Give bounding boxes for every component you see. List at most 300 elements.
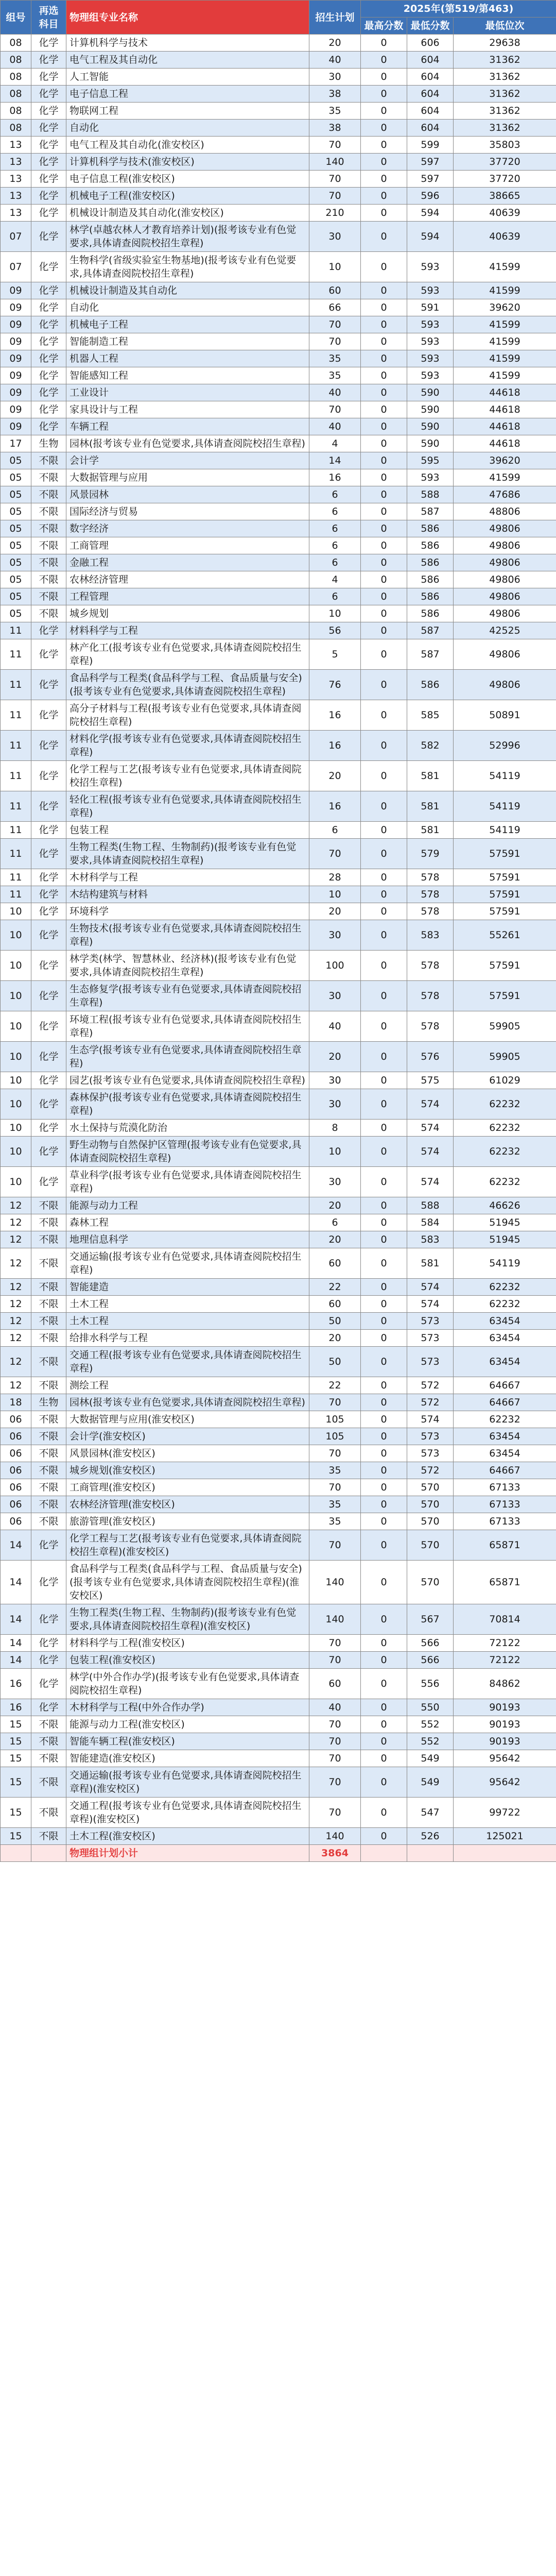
- cell-min-score: 588: [407, 1197, 454, 1214]
- table-row: [1, 120, 556, 137]
- cell-group: 11: [1, 839, 31, 869]
- table-row: [1, 1072, 556, 1089]
- cell-min-rank: 59905: [454, 1042, 556, 1072]
- cell-max-score: 0: [361, 1561, 407, 1604]
- table-row: [1, 1167, 556, 1197]
- cell-min-score: 570: [407, 1479, 454, 1496]
- cell-group: 11: [1, 822, 31, 839]
- cell-subject: 化学: [31, 1635, 66, 1652]
- cell-subject: 不限: [31, 1248, 66, 1279]
- cell-max-score: 0: [361, 951, 407, 981]
- cell-subject: 化学: [31, 299, 66, 316]
- table-row: [1, 1798, 556, 1828]
- cell-group: 05: [1, 537, 31, 554]
- cell-group: 11: [1, 886, 31, 903]
- cell-min-rank: 44618: [454, 435, 556, 452]
- cell-plan-count: 38: [309, 86, 361, 103]
- table-row: [1, 1347, 556, 1377]
- cell-subject: 不限: [31, 1496, 66, 1513]
- cell-min-rank: 63454: [454, 1428, 556, 1445]
- cell-group: 12: [1, 1214, 31, 1231]
- cell-min-rank: 37720: [454, 171, 556, 188]
- cell-subject: 不限: [31, 1296, 66, 1313]
- table-row: [1, 418, 556, 435]
- cell-plan-count: 35: [309, 103, 361, 120]
- cell-subject: 不限: [31, 1214, 66, 1231]
- cell-subject: 化学: [31, 839, 66, 869]
- cell-major: 智能车辆工程(淮安校区): [66, 1733, 309, 1750]
- cell-min-rank: 64667: [454, 1462, 556, 1479]
- cell-min-score: 570: [407, 1561, 454, 1604]
- cell-min-score: 573: [407, 1330, 454, 1347]
- cell-plan-count: 30: [309, 1167, 361, 1197]
- cell-min-rank: 57591: [454, 869, 556, 886]
- cell-max-score: 0: [361, 886, 407, 903]
- cell-plan-count: 140: [309, 154, 361, 171]
- cell-subject: 化学: [31, 869, 66, 886]
- cell-min-rank: 41599: [454, 282, 556, 299]
- cell-min-score: 593: [407, 333, 454, 350]
- cell-plan-count: 210: [309, 205, 361, 222]
- cell-group: 15: [1, 1767, 31, 1798]
- cell-min-rank: 57591: [454, 951, 556, 981]
- cell-plan-count: 30: [309, 69, 361, 86]
- cell-plan-count: 6: [309, 537, 361, 554]
- cell-plan-count: 20: [309, 761, 361, 791]
- cell-min-score: 570: [407, 1513, 454, 1530]
- cell-min-score: 556: [407, 1669, 454, 1699]
- cell-min-score: 573: [407, 1445, 454, 1462]
- table-row: [1, 537, 556, 554]
- cell-group: 06: [1, 1496, 31, 1513]
- cell-major: 电子信息工程: [66, 86, 309, 103]
- cell-subject: 化学: [31, 252, 66, 282]
- cell-subject: 不限: [31, 1197, 66, 1214]
- cell-major: 材料化学(报考该专业有色觉要求,具体请查阅院校招生章程): [66, 731, 309, 761]
- cell-group: 09: [1, 401, 31, 418]
- cell-subject: 化学: [31, 1137, 66, 1167]
- cell-group: 05: [1, 486, 31, 503]
- cell-max-score: 0: [361, 171, 407, 188]
- cell-plan-count: 40: [309, 1699, 361, 1716]
- cell-min-rank: 41599: [454, 367, 556, 384]
- cell-major: 智能建造: [66, 1279, 309, 1296]
- cell-max-score: 0: [361, 137, 407, 154]
- table-row: [1, 282, 556, 299]
- cell-min-score: 597: [407, 171, 454, 188]
- cell-subject: 化学: [31, 316, 66, 333]
- cell-major: 工商管理: [66, 537, 309, 554]
- cell-major: 食品科学与工程类(食品科学与工程、食品质量与安全)(报考该专业有色觉要求,具体请查阅院校招生章程): [66, 670, 309, 700]
- cell-min-score: 572: [407, 1377, 454, 1394]
- cell-min-score: 593: [407, 282, 454, 299]
- cell-plan-count: 70: [309, 171, 361, 188]
- cell-major: 电子信息工程(淮安校区): [66, 171, 309, 188]
- cell-subject: 不限: [31, 571, 66, 588]
- cell-group: 14: [1, 1530, 31, 1561]
- cell-subject: 化学: [31, 1669, 66, 1699]
- cell-min-score: 604: [407, 103, 454, 120]
- cell-max-score: 0: [361, 1479, 407, 1496]
- cell-min-rank: 29638: [454, 35, 556, 52]
- cell-min-score: 574: [407, 1411, 454, 1428]
- cell-group: 13: [1, 171, 31, 188]
- cell-min-score: 606: [407, 35, 454, 52]
- cell-group: 06: [1, 1462, 31, 1479]
- cell-min-rank: 31362: [454, 86, 556, 103]
- cell-group: 05: [1, 469, 31, 486]
- cell-subject: 化学: [31, 367, 66, 384]
- cell-max-score: 0: [361, 252, 407, 282]
- cell-group: 10: [1, 1167, 31, 1197]
- table-row: [1, 981, 556, 1011]
- table-row: [1, 350, 556, 367]
- cell-max-score: 0: [361, 571, 407, 588]
- cell-major: 化学工程与工艺(报考该专业有色觉要求,具体请查阅院校招生章程)(淮安校区): [66, 1530, 309, 1561]
- cell-min-rank: 62232: [454, 1089, 556, 1120]
- cell-group: 07: [1, 252, 31, 282]
- cell-min-score: 552: [407, 1716, 454, 1733]
- cell-max-score: 0: [361, 418, 407, 435]
- cell-group: 12: [1, 1248, 31, 1279]
- cell-group: 10: [1, 951, 31, 981]
- cell-plan-count: 10: [309, 252, 361, 282]
- cell-group: 12: [1, 1330, 31, 1347]
- cell-min-rank: 52996: [454, 731, 556, 761]
- cell-min-score: 590: [407, 435, 454, 452]
- cell-max-score: 0: [361, 731, 407, 761]
- cell-subject: 不限: [31, 1798, 66, 1828]
- cell-min-score: 588: [407, 486, 454, 503]
- table-row: [1, 700, 556, 731]
- cell-group: 11: [1, 761, 31, 791]
- cell-min-rank: 50891: [454, 700, 556, 731]
- table-row: [1, 1604, 556, 1635]
- cell-plan-count: 30: [309, 222, 361, 252]
- cell-major: 机械电子工程: [66, 316, 309, 333]
- cell-major: 计算机科学与技术(淮安校区): [66, 154, 309, 171]
- cell-plan-count: 76: [309, 670, 361, 700]
- cell-major: 城乡规划(淮安校区): [66, 1462, 309, 1479]
- cell-max-score: 0: [361, 316, 407, 333]
- cell-plan-count: 10: [309, 605, 361, 622]
- cell-group: 15: [1, 1828, 31, 1845]
- cell-min-score: 574: [407, 1089, 454, 1120]
- table-row: [1, 1011, 556, 1042]
- cell-min-rank: 62232: [454, 1411, 556, 1428]
- cell-min-score: 586: [407, 605, 454, 622]
- cell-subject: 化学: [31, 171, 66, 188]
- cell-max-score: 0: [361, 205, 407, 222]
- cell-subject: 化学: [31, 1089, 66, 1120]
- cell-min-rank: 90193: [454, 1733, 556, 1750]
- cell-min-score: 593: [407, 316, 454, 333]
- cell-group: 12: [1, 1313, 31, 1330]
- table-row: [1, 951, 556, 981]
- table-row: [1, 791, 556, 822]
- cell-subject: 不限: [31, 503, 66, 520]
- cell-major: 化学工程与工艺(报考该专业有色觉要求,具体请查阅院校招生章程): [66, 761, 309, 791]
- cell-min-rank: 48806: [454, 503, 556, 520]
- cell-min-rank: 67133: [454, 1479, 556, 1496]
- cell-group: 10: [1, 903, 31, 920]
- table-row: [1, 1197, 556, 1214]
- cell-plan-count: 140: [309, 1604, 361, 1635]
- table-row: [1, 1462, 556, 1479]
- cell-plan-count: 30: [309, 920, 361, 951]
- cell-min-score: 581: [407, 791, 454, 822]
- cell-min-rank: 57591: [454, 981, 556, 1011]
- cell-plan-count: 4: [309, 435, 361, 452]
- total-row: [1, 1845, 556, 1862]
- cell-plan-count: 60: [309, 1248, 361, 1279]
- cell-plan-count: 5: [309, 639, 361, 670]
- table-row: [1, 1313, 556, 1330]
- table-row: [1, 252, 556, 282]
- table-row: [1, 1733, 556, 1750]
- cell-major: 林学类(林学、智慧林业、经济林)(报考该专业有色觉要求,具体请查阅院校招生章程): [66, 951, 309, 981]
- cell-max-score: 0: [361, 1798, 407, 1828]
- cell-min-rank: 67133: [454, 1496, 556, 1513]
- cell-min-score: 566: [407, 1635, 454, 1652]
- cell-major: 智能建造(淮安校区): [66, 1750, 309, 1767]
- cell-group: 11: [1, 670, 31, 700]
- cell-major: 工商管理(淮安校区): [66, 1479, 309, 1496]
- cell-min-rank: 72122: [454, 1635, 556, 1652]
- cell-min-score: 547: [407, 1798, 454, 1828]
- cell-min-rank: 51945: [454, 1214, 556, 1231]
- total-cell-blank: [1, 1845, 31, 1862]
- cell-min-rank: 49806: [454, 605, 556, 622]
- cell-subject: 化学: [31, 1011, 66, 1042]
- cell-min-rank: 49806: [454, 670, 556, 700]
- cell-subject: 不限: [31, 537, 66, 554]
- cell-min-score: 582: [407, 731, 454, 761]
- cell-subject: 不限: [31, 1733, 66, 1750]
- header-subject: 再选科目: [31, 1, 66, 35]
- cell-major: 土木工程: [66, 1296, 309, 1313]
- cell-min-rank: 49806: [454, 537, 556, 554]
- cell-group: 12: [1, 1377, 31, 1394]
- cell-group: 09: [1, 333, 31, 350]
- total-cell-blank: [407, 1845, 454, 1862]
- cell-major: 材料科学与工程(淮安校区): [66, 1635, 309, 1652]
- cell-major: 计算机科学与技术: [66, 35, 309, 52]
- cell-plan-count: 8: [309, 1120, 361, 1137]
- cell-group: 12: [1, 1347, 31, 1377]
- cell-subject: 化学: [31, 1042, 66, 1072]
- cell-plan-count: 70: [309, 401, 361, 418]
- cell-min-score: 581: [407, 761, 454, 791]
- cell-max-score: 0: [361, 1411, 407, 1428]
- cell-min-score: 604: [407, 52, 454, 69]
- cell-major: 电气工程及其自动化(淮安校区): [66, 137, 309, 154]
- table-row: [1, 520, 556, 537]
- cell-subject: 生物: [31, 1394, 66, 1411]
- cell-group: 16: [1, 1699, 31, 1716]
- table-row: [1, 761, 556, 791]
- cell-group: 11: [1, 731, 31, 761]
- cell-min-score: 576: [407, 1042, 454, 1072]
- cell-plan-count: 70: [309, 1716, 361, 1733]
- cell-min-rank: 62232: [454, 1120, 556, 1137]
- table-row: [1, 205, 556, 222]
- cell-max-score: 0: [361, 1394, 407, 1411]
- cell-min-score: 585: [407, 700, 454, 731]
- cell-min-score: 586: [407, 537, 454, 554]
- cell-min-rank: 65871: [454, 1561, 556, 1604]
- cell-max-score: 0: [361, 350, 407, 367]
- cell-plan-count: 6: [309, 822, 361, 839]
- cell-major: 电气工程及其自动化: [66, 52, 309, 69]
- cell-group: 09: [1, 350, 31, 367]
- cell-max-score: 0: [361, 1167, 407, 1197]
- cell-major: 土木工程(淮安校区): [66, 1828, 309, 1845]
- cell-major: 测绘工程: [66, 1377, 309, 1394]
- table-row: [1, 670, 556, 700]
- cell-min-score: 578: [407, 981, 454, 1011]
- table-row: [1, 1377, 556, 1394]
- table-row: [1, 571, 556, 588]
- table-row: [1, 69, 556, 86]
- cell-max-score: 0: [361, 520, 407, 537]
- cell-group: 10: [1, 1011, 31, 1042]
- cell-subject: 化学: [31, 188, 66, 205]
- cell-subject: 化学: [31, 86, 66, 103]
- cell-min-score: 586: [407, 670, 454, 700]
- cell-plan-count: 60: [309, 1296, 361, 1313]
- cell-max-score: 0: [361, 1635, 407, 1652]
- cell-group: 15: [1, 1750, 31, 1767]
- cell-max-score: 0: [361, 588, 407, 605]
- table-row: [1, 1699, 556, 1716]
- cell-plan-count: 6: [309, 503, 361, 520]
- cell-major: 水土保持与荒漠化防治: [66, 1120, 309, 1137]
- cell-group: 11: [1, 639, 31, 670]
- cell-group: 15: [1, 1716, 31, 1733]
- table-row: [1, 52, 556, 69]
- cell-min-score: 604: [407, 86, 454, 103]
- table-row: [1, 639, 556, 670]
- cell-major: 机械设计制造及其自动化: [66, 282, 309, 299]
- cell-group: 12: [1, 1296, 31, 1313]
- cell-min-score: 575: [407, 1072, 454, 1089]
- cell-major: 生物科学(省级实验室生物基地)(报考该专业有色觉要求,具体请查阅院校招生章程): [66, 252, 309, 282]
- cell-major: 轻化工程(报考该专业有色觉要求,具体请查阅院校招生章程): [66, 791, 309, 822]
- cell-min-rank: 70814: [454, 1604, 556, 1635]
- cell-plan-count: 16: [309, 791, 361, 822]
- cell-plan-count: 6: [309, 588, 361, 605]
- cell-max-score: 0: [361, 920, 407, 951]
- cell-max-score: 0: [361, 367, 407, 384]
- cell-plan-count: 20: [309, 1231, 361, 1248]
- cell-subject: 不限: [31, 1750, 66, 1767]
- cell-group: 05: [1, 605, 31, 622]
- cell-min-score: 572: [407, 1462, 454, 1479]
- cell-max-score: 0: [361, 822, 407, 839]
- cell-group: 09: [1, 299, 31, 316]
- cell-plan-count: 60: [309, 1669, 361, 1699]
- cell-subject: 化学: [31, 1604, 66, 1635]
- cell-min-score: 586: [407, 571, 454, 588]
- table-row: [1, 333, 556, 350]
- cell-subject: 化学: [31, 69, 66, 86]
- cell-major: 交通运输(报考该专业有色觉要求,具体请查阅院校招生章程): [66, 1248, 309, 1279]
- table-row: [1, 1428, 556, 1445]
- cell-min-rank: 37720: [454, 154, 556, 171]
- header-max: 最高分数: [361, 18, 407, 35]
- cell-plan-count: 50: [309, 1347, 361, 1377]
- cell-max-score: 0: [361, 1604, 407, 1635]
- cell-group: 12: [1, 1231, 31, 1248]
- cell-min-score: 590: [407, 401, 454, 418]
- cell-group: 11: [1, 700, 31, 731]
- cell-max-score: 0: [361, 1347, 407, 1377]
- table-row: [1, 1635, 556, 1652]
- cell-min-rank: 40639: [454, 205, 556, 222]
- header-rank: 最低位次: [454, 18, 556, 35]
- cell-major: 交通工程(报考该专业有色觉要求,具体请查阅院校招生章程): [66, 1347, 309, 1377]
- cell-min-rank: 31362: [454, 69, 556, 86]
- cell-subject: 不限: [31, 554, 66, 571]
- cell-group: 14: [1, 1635, 31, 1652]
- cell-subject: 化学: [31, 205, 66, 222]
- header-plan-name: 物理组专业名称: [66, 1, 309, 35]
- cell-plan-count: 35: [309, 1496, 361, 1513]
- cell-major: 森林工程: [66, 1214, 309, 1231]
- table-row: [1, 171, 556, 188]
- cell-min-rank: 55261: [454, 920, 556, 951]
- cell-major: 材料科学与工程: [66, 622, 309, 639]
- cell-group: 06: [1, 1479, 31, 1496]
- cell-min-score: 596: [407, 188, 454, 205]
- cell-major: 金融工程: [66, 554, 309, 571]
- table-row: [1, 1411, 556, 1428]
- cell-group: 05: [1, 588, 31, 605]
- cell-max-score: 0: [361, 401, 407, 418]
- cell-min-score: 594: [407, 205, 454, 222]
- cell-min-score: 573: [407, 1347, 454, 1377]
- cell-min-rank: 41599: [454, 350, 556, 367]
- cell-min-rank: 57591: [454, 886, 556, 903]
- cell-group: 10: [1, 1072, 31, 1089]
- cell-group: 08: [1, 86, 31, 103]
- cell-group: 14: [1, 1604, 31, 1635]
- cell-min-rank: 49806: [454, 520, 556, 537]
- cell-max-score: 0: [361, 1279, 407, 1296]
- table-row: [1, 188, 556, 205]
- cell-subject: 化学: [31, 384, 66, 401]
- cell-max-score: 0: [361, 1330, 407, 1347]
- cell-min-score: 574: [407, 1137, 454, 1167]
- cell-min-rank: 63454: [454, 1347, 556, 1377]
- cell-min-score: 574: [407, 1120, 454, 1137]
- cell-max-score: 0: [361, 1513, 407, 1530]
- cell-max-score: 0: [361, 1445, 407, 1462]
- cell-group: 05: [1, 520, 31, 537]
- table-row: [1, 486, 556, 503]
- cell-group: 09: [1, 316, 31, 333]
- cell-group: 12: [1, 1279, 31, 1296]
- cell-max-score: 0: [361, 188, 407, 205]
- cell-plan-count: 100: [309, 951, 361, 981]
- cell-min-score: 597: [407, 154, 454, 171]
- table-row: [1, 316, 556, 333]
- cell-group: 15: [1, 1798, 31, 1828]
- cell-subject: 不限: [31, 1479, 66, 1496]
- cell-max-score: 0: [361, 103, 407, 120]
- header-year-span: 2025年(第519/第463): [361, 1, 556, 18]
